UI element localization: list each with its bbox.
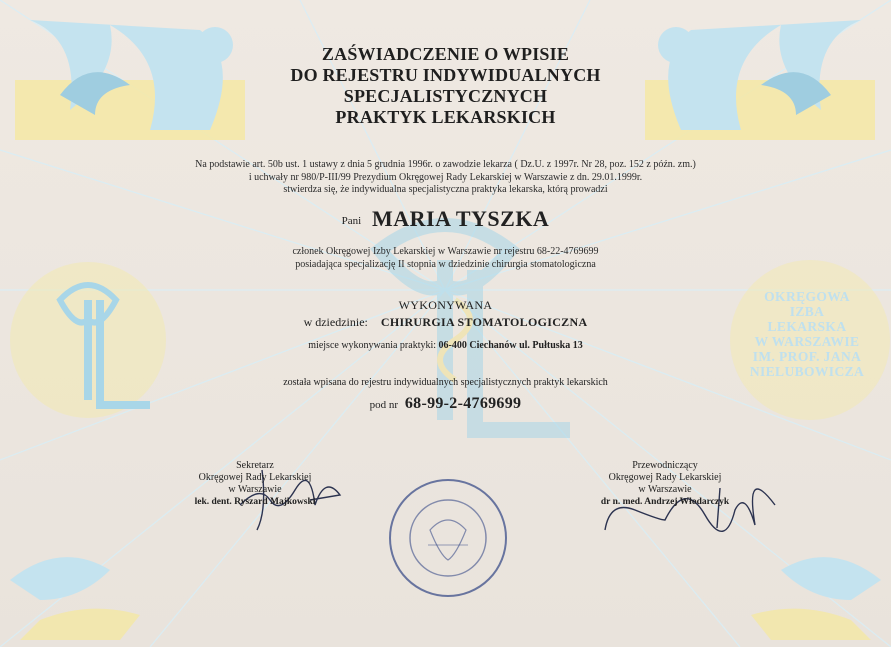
official-stamp bbox=[390, 480, 506, 596]
sig-name: lek. dent. Ryszard Majkowski bbox=[194, 497, 316, 507]
place-value: 06-400 Ciechanów ul. Pułtuska 13 bbox=[438, 340, 583, 351]
title-line: SPECJALISTYCZNYCH bbox=[343, 86, 548, 106]
sig-role-line: Okręgowej Rady Lekarskiej bbox=[608, 472, 722, 483]
regnum-value: 68-99-2-4769699 bbox=[404, 395, 522, 412]
membership-info bbox=[0, 246, 891, 271]
signature-block-secretary bbox=[150, 460, 360, 508]
sig-role-line: Okręgowej Rady Lekarskiej bbox=[198, 472, 312, 483]
regnum-label: pod nr bbox=[369, 399, 399, 411]
watermark-line: W WARSZAWIE bbox=[754, 334, 860, 349]
watermark-line: OKRĘGOWA bbox=[764, 289, 850, 304]
legal-basis bbox=[0, 159, 891, 197]
holder-name: MARIA TYSZKA bbox=[371, 206, 550, 231]
watermark-line: NIELUBOWICZA bbox=[749, 364, 865, 379]
place-label: miejsce wykonywania praktyki: bbox=[308, 340, 437, 351]
signature-block-chairman bbox=[560, 460, 770, 508]
corner-ornament-bottom-left bbox=[10, 557, 140, 640]
legal-line: i uchwały nr 980/P-III/99 Prezydium Okręgowej Rady Lekarskiej w Warszawie z dn. 29.01.1999r. bbox=[248, 171, 643, 183]
watermark-line: IM. PROF. JANA bbox=[752, 349, 862, 364]
legal-line: stwierdza się, że indywidualna specjalistyczna praktyka lekarska, którą prowadzi bbox=[283, 184, 608, 195]
member-line: posiadająca specjalizację II stopnia w dziedzinie chirurgia stomatologiczna bbox=[295, 258, 596, 270]
watermark-line: IZBA bbox=[789, 304, 825, 319]
member-line: członek Okręgowej Izby Lekarskiej w Warszawie nr rejestru 68-22-4769699 bbox=[292, 246, 599, 257]
holder-name-row bbox=[0, 206, 891, 232]
certificate-title bbox=[0, 44, 891, 128]
corner-ornament-bottom-right bbox=[751, 557, 881, 640]
title-line: PRAKTYK LEKARSKICH bbox=[335, 107, 556, 127]
legal-line: Na podstawie art. 50b ust. 1 ustawy z dnia 5 grudnia 1996r. o zawodzie lekarza ( Dz.U. z 1997r. Nr 28, poz. 152 z późn. zm.) bbox=[195, 159, 696, 170]
sig-name: dr n. med. Andrzej Włodarczyk bbox=[600, 497, 730, 507]
sig-role-line: w Warszawie bbox=[228, 484, 282, 495]
sig-role-line: w Warszawie bbox=[638, 484, 692, 495]
chamber-watermark-text bbox=[734, 289, 880, 379]
registered-text: została wpisana do rejestru indywidualnych specjalistycznych praktyk lekarskich bbox=[283, 377, 608, 388]
title-line: DO REJESTRU INDYWIDUALNYCH bbox=[290, 65, 601, 85]
sig-role-line: Przewodniczący bbox=[632, 460, 698, 471]
salutation: Pani bbox=[341, 215, 362, 227]
registry-number-row bbox=[0, 395, 891, 413]
sig-role-line: Sekretarz bbox=[236, 460, 274, 471]
domain-label: w dziedzinie: bbox=[303, 315, 368, 329]
watermark-line: LEKARSKA bbox=[767, 319, 847, 334]
performed-label: WYKONYWANA bbox=[398, 298, 493, 312]
title-line: ZAŚWIADCZENIE O WPISIE bbox=[321, 44, 570, 64]
domain-value: CHIRURGIA STOMATOLOGICZNA bbox=[380, 315, 588, 329]
